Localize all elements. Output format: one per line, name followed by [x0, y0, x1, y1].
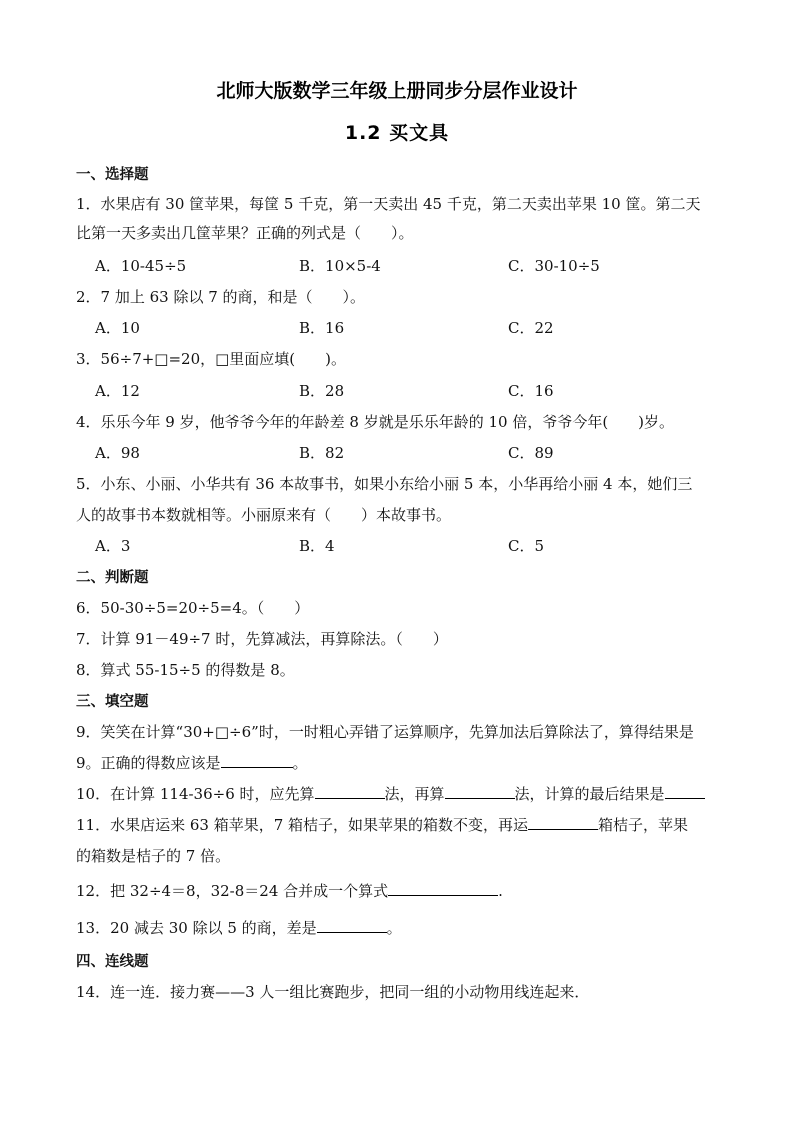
- question-11-line-1: [76, 814, 688, 835]
- question-9-text-b: 。: [292, 754, 308, 772]
- question-12-text-a: 12．把 32÷4＝8，32-8＝24 合并成一个算式: [76, 882, 389, 900]
- question-10: [76, 783, 705, 804]
- question-10-text-c: 法，计算的最后结果是: [514, 785, 665, 803]
- question-5-option-c[interactable]: C．5: [508, 537, 545, 555]
- section-heading-match: 四、连线题: [76, 954, 149, 970]
- question-11-text-a: 11．水果店运来 63 箱苹果，7 箱桔子，如果苹果的箱数不变，再运: [76, 816, 529, 834]
- question-5-option-b[interactable]: B．4: [299, 537, 335, 555]
- question-13-text-b: 。: [386, 919, 402, 937]
- question-2-option-c[interactable]: C．22: [508, 319, 554, 337]
- question-10-blank-2[interactable]: [445, 784, 515, 799]
- question-3-option-c[interactable]: C．16: [508, 382, 554, 400]
- question-10-blank-1[interactable]: [315, 784, 385, 799]
- question-7: 7．计算 91－49÷7 时，先算减法，再算除法。（ ）: [76, 630, 448, 648]
- question-1-option-a[interactable]: A．10-45÷5: [95, 257, 187, 275]
- question-2-option-b[interactable]: B．16: [299, 319, 345, 337]
- question-13-blank[interactable]: [317, 918, 387, 933]
- question-10-text-a: 10．在计算 114-36÷6 时，应先算: [76, 785, 315, 803]
- section-heading-choice: 一、选择题: [76, 167, 149, 183]
- question-1-line-2: 比第一天多卖出几筐苹果？正确的列式是（ ）。: [76, 224, 414, 242]
- lesson-subtitle: 1.2 买文具: [344, 122, 450, 144]
- question-9-line-2: [76, 752, 308, 773]
- question-9-answer-blank[interactable]: [221, 753, 293, 768]
- question-14: 14．连一连．接力赛——3 人一组比赛跑步，把同一组的小动物用线连起来．: [76, 983, 590, 1001]
- question-11-line-2: 的箱数是桔子的 7 倍。: [76, 847, 231, 865]
- question-5-option-a[interactable]: A．3: [95, 537, 131, 555]
- question-13-text-a: 13．20 减去 30 除以 5 的商，差是: [76, 919, 317, 937]
- question-11-blank[interactable]: [528, 815, 598, 830]
- question-4-option-a[interactable]: A．98: [95, 444, 140, 462]
- question-1-option-c[interactable]: C．30-10÷5: [508, 257, 600, 275]
- question-4-option-b[interactable]: B．82: [299, 444, 345, 462]
- question-12-blank[interactable]: [388, 881, 498, 896]
- question-9-line-1: 9．笑笑在计算“30+□÷6”时，一时粗心弄错了运算顺序，先算加法后算除法了，算得结果是: [76, 723, 694, 741]
- question-11-text-b: 箱桔子，苹果: [598, 816, 689, 834]
- section-heading-fill: 三、填空题: [76, 694, 149, 710]
- question-3-option-b[interactable]: B．28: [299, 382, 345, 400]
- question-5-line-1: 5．小东、小丽、小华共有 36 本故事书，如果小东给小丽 5 本，小华再给小丽 4 本，她们三: [76, 475, 693, 493]
- question-4-line-1: 4．乐乐今年 9 岁，他爷爷今年的年龄差 8 岁就是乐乐年龄的 10 倍，爷爷今年( )岁。: [76, 413, 675, 431]
- question-3-line-1: 3．56÷7+□=20，□里面应填( )。: [76, 350, 347, 368]
- question-10-blank-3[interactable]: [665, 784, 705, 799]
- section-heading-judge: 二、判断题: [76, 570, 149, 586]
- question-2-line-1: 2．7 加上 63 除以 7 的商，和是（ ）。: [76, 288, 366, 306]
- question-12: [76, 880, 503, 901]
- question-9-text-a: 9。正确的得数应该是: [76, 754, 221, 772]
- question-5-line-2: 人的故事书本数就相等。小丽原来有（ ）本故事书。: [76, 506, 452, 524]
- question-12-text-b: .: [498, 882, 503, 900]
- question-8: 8．算式 55-15÷5 的得数是 8。: [76, 661, 295, 679]
- worksheet-title: 北师大版数学三年级上册同步分层作业设计: [216, 80, 578, 102]
- question-10-text-b: 法，再算: [384, 785, 445, 803]
- question-4-option-c[interactable]: C．89: [508, 444, 554, 462]
- question-2-option-a[interactable]: A．10: [95, 319, 140, 337]
- question-13: [76, 917, 402, 938]
- question-6: 6．50-30÷5=20÷5=4。（ ）: [76, 599, 310, 617]
- question-3-option-a[interactable]: A．12: [95, 382, 140, 400]
- question-1-option-b[interactable]: B．10×5-4: [299, 257, 381, 275]
- question-1-line-1: 1．水果店有 30 筐苹果，每筐 5 千克，第一天卖出 45 千克，第二天卖出苹果 10 筐。第二天: [76, 195, 701, 213]
